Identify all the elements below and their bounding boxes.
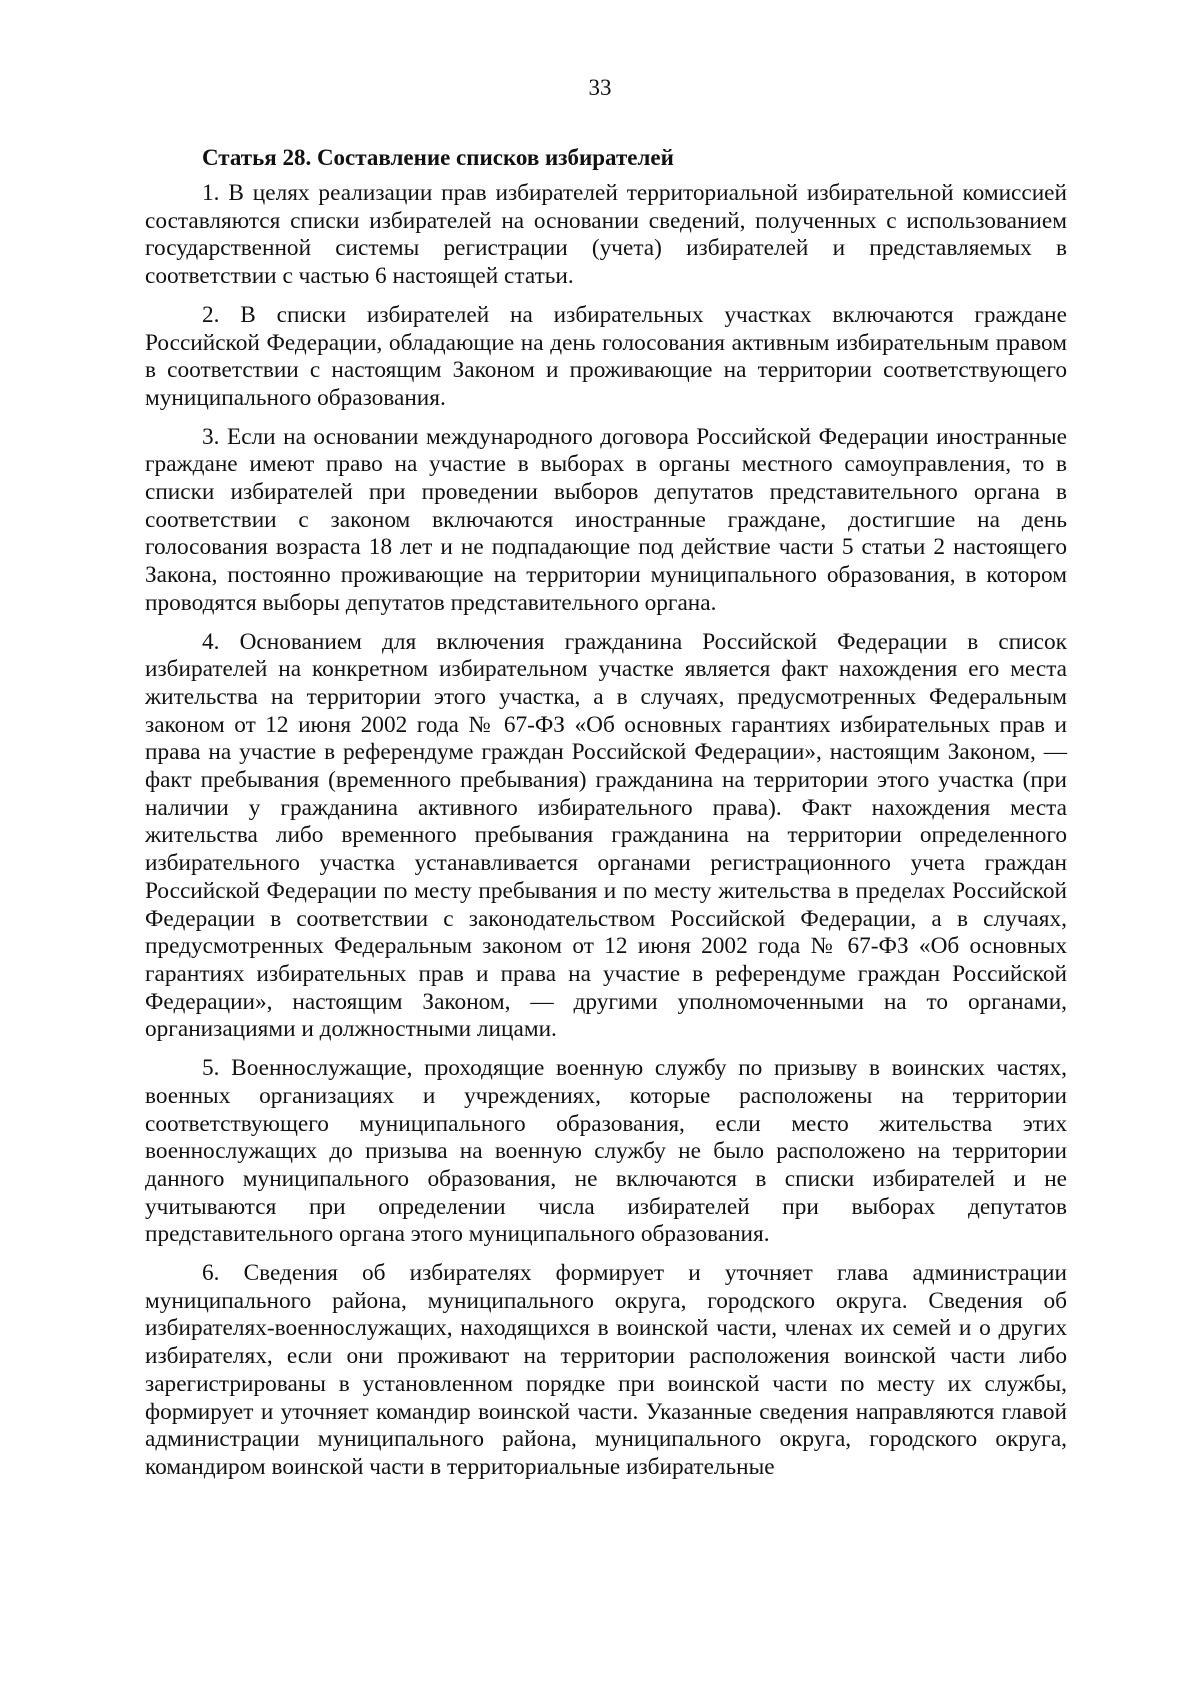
article-title: Статья 28. Составление списков избирателей	[202, 145, 674, 170]
page-number: 33	[588, 75, 612, 100]
paragraph-6: 6. Сведения об избирателях формирует и уточняет глава администрации муниципального района, муниципального округа, городского округа. Сведения об избирателях-военнослужащих, находящихся в воинской части, членах их семей и о других избирателях, если они проживают на территории расположения воинской части либо зарегистрированы в установленном порядке при воинской части по месту их службы, формирует и уточняет командир воинской части. Указанные сведения направляются главой администрации муниципального района, муниципального округа, городского округа, командиром воинской части в территориальные избирательные	[145, 1260, 1067, 1480]
paragraph-1: 1. В целях реализации прав избирателей территориальной избирательной комиссией составляются списки избирателей на основании сведений, полученных с использованием государственной системы регистрации (учета) избирателей и представляемых в соответствии с частью 6 настоящей статьи.	[145, 180, 1067, 290]
paragraph-5: 5. Военнослужащие, проходящие военную службу по призыву в воинских частях, военных организациях и учреждениях, которые расположены на территории соответствующего муниципального образования, если место жительства этих военнослужащих до призыва на военную службу не было расположено на территории данного муниципального образования, не включаются в списки избирателей и не учитываются при определении числа избирателей при выборах депутатов представительного органа этого муниципального образования.	[145, 1055, 1067, 1248]
document-body	[145, 144, 1067, 1493]
paragraph-3: 3. Если на основании международного договора Российской Федерации иностранные граждане имеют право на участие в выборах в органы местного самоуправления, то в списки избирателей при проведении выборов депутатов представительного органа в соответствии с законом включаются иностранные граждане, достигшие на день голосования возраста 18 лет и не подпадающие под действие части 5 статьи 2 настоящего Закона, постоянно проживающие на территории муниципального образования, в котором проводятся выборы депутатов представительного органа.	[145, 423, 1067, 616]
paragraph-4: 4. Основанием для включения гражданина Российской Федерации в список избирателей на конкретном избирательном участке является факт нахождения его места жительства на территории этого участка, а в случаях, предусмотренных Федеральным законом от 12 июня 2002 года № 67-ФЗ «Об основных гарантиях избирательных прав и права на участие в референдуме граждан Российской Федерации», настоящим Законом, — факт пребывания (временного пребывания) гражданина на территории этого участка (при наличии у гражданина активного избирательного права). Факт нахождения места жительства либо временного пребывания гражданина на территории определенного избирательного участка устанавливается органами регистрационного учета граждан Российской Федерации по месту пребывания и по месту жительства в пределах Российской Федерации в соответствии с законодательством Российской Федерации, а в случаях, предусмотренных Федеральным законом от 12 июня 2002 года № 67-ФЗ «Об основных гарантиях избирательных прав и права на участие в референдуме граждан Российской Федерации», настоящим Законом, — другими уполномоченными на то органами, организациями и должностными лицами.	[145, 628, 1067, 1043]
paragraph-2: 2. В списки избирателей на избирательных участках включаются граждане Российской Федерации, обладающие на день голосования активным избирательным правом в соответствии с настоящим Законом и проживающие на территории соответствующего муниципального образования.	[145, 301, 1067, 411]
